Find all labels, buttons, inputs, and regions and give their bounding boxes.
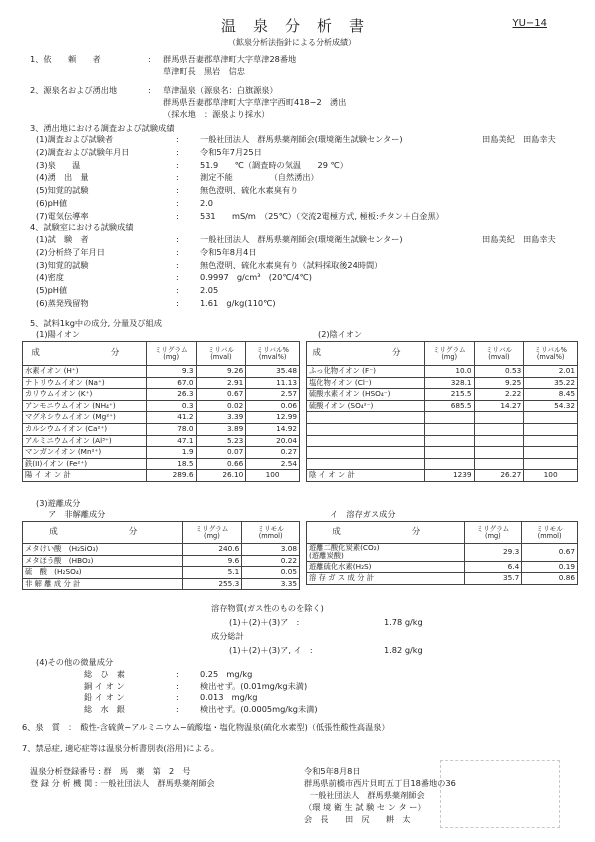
total-row <box>307 470 578 482</box>
source-address: 群馬県吾妻郡草津町大字草津字西町418−2 湧出 <box>163 97 347 107</box>
dissolved-gas-table <box>306 521 578 585</box>
component-name: 鉄(II)イオン (Fe²⁺) <box>23 458 147 470</box>
empty-cell <box>424 458 474 470</box>
dissolved-matter-label: 溶存物質(ガス性のものを除く) <box>211 603 324 613</box>
colon: : <box>148 54 151 64</box>
table-row <box>23 567 300 579</box>
gas-name: 遊離硫化水素(H₂S) <box>309 561 372 571</box>
colon: : <box>176 146 179 157</box>
item-label: (5)pH値 <box>36 285 68 296</box>
mval-value: 3.89 <box>196 423 246 435</box>
mval-pct-value: 11.13 <box>246 377 300 389</box>
trace-name: 銅 イ オ ン <box>84 680 125 691</box>
issuer-organization: 一般社団法人 群馬県薬剤師会 <box>310 790 425 800</box>
issuer-head: 会 長 田 尻 耕 太 <box>304 814 411 824</box>
mg-value: 47.1 <box>146 435 196 447</box>
item-label: (7)電気伝導率 <box>36 210 89 221</box>
dissolved-matter-value: 1.78 g/kg <box>384 617 423 627</box>
component-name: 硫 酸 (H₂SO₄) <box>23 567 183 579</box>
item-label: (4)密度 <box>36 272 64 283</box>
table-row <box>23 400 300 412</box>
item-label: (4)湧 出 量 <box>36 172 89 183</box>
total-mg: 35.7 <box>464 573 522 585</box>
mval-value: 5.23 <box>196 435 246 447</box>
item-value: 令和5年8月4日 <box>200 246 257 257</box>
mval-pct-value: 8.45 <box>524 389 578 401</box>
tester-names: 田島美紀 田島幸夫 <box>482 134 556 144</box>
registered-lab: 登 録 分 析 機 関 : 一般社団法人 群馬県薬剤師会 <box>30 778 215 788</box>
lab-test-heading: 4、試験室における試験成績 <box>30 222 134 232</box>
item-label: (6)蒸発残留物 <box>36 298 89 308</box>
colon: : <box>176 669 179 679</box>
empty-cell <box>474 412 524 424</box>
mg-value: 685.5 <box>424 400 474 412</box>
empty-cell <box>524 423 578 435</box>
component-name: アルミニウムイオン (Al³⁺) <box>23 435 147 447</box>
trace-value: 検出せず。(0.01mg/kg未満) <box>200 680 308 691</box>
cation-table <box>22 341 300 482</box>
mval-value: 2.91 <box>196 377 246 389</box>
col-mval: ミリバル (mval) <box>474 342 524 366</box>
mval-pct-value: 20.04 <box>246 435 300 447</box>
colon: : <box>148 85 151 95</box>
mg-value: 1.9 <box>146 447 196 459</box>
mg-value: 5.1 <box>182 567 242 579</box>
mval-pct-value: 14.92 <box>246 423 300 435</box>
total-mg: 1239 <box>424 470 474 482</box>
total-pct: 100 <box>524 470 578 482</box>
empty-row <box>307 412 578 424</box>
mval-value: 0.07 <box>196 447 246 459</box>
col-component: 成 分 <box>23 522 183 544</box>
item-value: 2.0 <box>200 198 214 208</box>
total-components-formula: (1)＋(2)＋(3)ア, イ : <box>229 645 313 655</box>
mg-value: 18.5 <box>146 458 196 470</box>
colon: : <box>176 198 179 208</box>
col-mmol: ミリモル (mmol) <box>242 522 300 544</box>
total-label: 陽 イ オ ン 計 <box>23 470 147 482</box>
item-value: 無色澄明、硫化水素臭有り（試料採取後24時間） <box>200 259 383 270</box>
empty-cell <box>424 412 474 424</box>
component-name: ふっ化物イオン (F⁻) <box>307 366 425 378</box>
table-row <box>307 400 578 412</box>
item-value: 531 mS/m （25℃）（交流2電極方式, 極板:チタン＋白金黒） <box>200 210 444 221</box>
component-name: ナトリウムイオン (Na⁺) <box>23 377 147 389</box>
col-mmol: ミリモル (mmol) <box>522 522 578 544</box>
mg-value: 67.0 <box>146 377 196 389</box>
item-value: 1.61 g/kg(110℃) <box>200 298 276 308</box>
component-name: カリウムイオン (K⁺) <box>23 389 147 401</box>
mg-value: 9.3 <box>146 366 196 378</box>
item-value: 0.9997 g/cm³ (20℃/4℃) <box>200 272 312 283</box>
table-row <box>23 389 300 401</box>
tester-names: 田島美紀 田島幸夫 <box>482 234 556 244</box>
total-mg: 289.6 <box>146 470 196 482</box>
mmol-value: 0.22 <box>242 555 300 567</box>
item-value: 2.05 <box>200 285 219 296</box>
issuer-center: （環 境 衛 生 試 験 セ ン タ ー） <box>304 802 426 812</box>
empty-cell <box>474 458 524 470</box>
mmol-value: 0.67 <box>522 544 578 562</box>
mval-value: 9.26 <box>196 366 246 378</box>
item-label: (1)試 験 者 <box>36 234 89 244</box>
mg-value: 6.4 <box>464 561 522 573</box>
document-number: YU−14 <box>512 18 547 29</box>
colon: : <box>176 259 179 270</box>
mg-value: 215.5 <box>424 389 474 401</box>
mval-value: 2.22 <box>474 389 524 401</box>
mval-pct-value: 35.22 <box>524 377 578 389</box>
item-value: 令和5年7月25日 <box>200 146 262 157</box>
spring-quality: 6、泉 質 ： 酸性-含硫黄−アルミニウム−硫酸塩・塩化物温泉(硫化水素型)（低張性酸性高温泉） <box>22 722 390 732</box>
mg-value: 9.6 <box>182 555 242 567</box>
requester-label: 1、依 頼 者 <box>30 54 101 64</box>
item-label: (5)知覚的試験 <box>36 185 89 196</box>
item-label: (1)調査および試験者 <box>36 134 114 144</box>
col-component: 成 分 <box>307 522 465 544</box>
trace-name: 総 水 銀 <box>84 703 125 714</box>
total-row <box>307 573 578 585</box>
empty-cell <box>307 447 425 459</box>
colon: : <box>176 234 179 244</box>
empty-cell <box>307 423 425 435</box>
empty-cell <box>524 435 578 447</box>
empty-row <box>307 423 578 435</box>
empty-cell <box>424 447 474 459</box>
item-label: (3)泉 温 <box>36 159 81 170</box>
total-label: 陰 イ オ ン 計 <box>307 470 425 482</box>
mval-value: 0.53 <box>474 366 524 378</box>
mval-pct-value: 12.99 <box>246 412 300 424</box>
mg-value: 0.3 <box>146 400 196 412</box>
table-row <box>307 366 578 378</box>
total-mval: 26.27 <box>474 470 524 482</box>
colon: : <box>176 285 179 296</box>
component-name: 水素イオン (H⁺) <box>23 366 147 378</box>
total-mmol: 0.86 <box>522 573 578 585</box>
anion-heading: (2)陰イオン <box>318 329 363 339</box>
item-label: (6)pH値 <box>36 198 68 208</box>
total-mmol: 3.35 <box>242 578 300 590</box>
colon: : <box>176 134 179 144</box>
total-label: 非 解 離 成 分 計 <box>23 578 183 590</box>
requester-address: 群馬県吾妻郡草津町大字草津28番地 <box>163 54 297 64</box>
item-value: 一般社団法人 群馬県薬剤師会(環境衛生試験センター) <box>200 134 403 144</box>
empty-row <box>307 458 578 470</box>
source-label: 2、源泉名および湧出地 <box>30 85 118 95</box>
issuer-address: 群馬県前橋市西片貝町五丁目18番地の36 <box>304 778 456 788</box>
col-mg: ミリグラム (mg) <box>146 342 196 366</box>
registration-number: 温泉分析登録番号 : 群 馬 薬 第 2 号 <box>30 766 191 776</box>
nondissociated-table <box>22 521 300 590</box>
anion-table <box>306 341 578 482</box>
trace-value: 検出せず。(0.0005mg/kg未満) <box>200 703 318 714</box>
total-row <box>23 470 300 482</box>
col-mg: ミリグラム (mg) <box>464 522 522 544</box>
total-label: 溶 存 ガ ス 成 分 計 <box>307 573 465 585</box>
trace-name: 鉛 イ オ ン <box>84 692 125 702</box>
dissolved-matter-formula: (1)＋(2)＋(3)ア : <box>229 617 300 627</box>
colon: : <box>176 210 179 221</box>
total-row <box>23 578 300 590</box>
table-row <box>307 389 578 401</box>
gas-alias: (遊離炭酸) <box>309 551 344 561</box>
sampling-place: （採水地 ：源泉より採水） <box>163 109 270 119</box>
empty-cell <box>524 458 578 470</box>
empty-cell <box>524 447 578 459</box>
mval-value: 3.39 <box>196 412 246 424</box>
dissolved-gas-heading: イ 溶存ガス成分 <box>330 509 396 519</box>
total-mval: 26.10 <box>196 470 246 482</box>
mmol-value: 0.05 <box>242 567 300 579</box>
page-subtitle: （鉱泉分析法指針による分析成績） <box>228 38 356 47</box>
table-row <box>307 544 578 562</box>
empty-row <box>307 447 578 459</box>
mval-pct-value: 2.01 <box>524 366 578 378</box>
component-name: 硫酸水素イオン (HSO₄⁻) <box>307 389 425 401</box>
table-row <box>23 555 300 567</box>
table-row <box>23 544 300 556</box>
colon: : <box>176 680 179 691</box>
component-name <box>307 544 465 562</box>
table-row <box>23 412 300 424</box>
composition-heading: 5、試料1kg中の成分, 分量及び組成 <box>30 318 162 328</box>
mg-value: 41.2 <box>146 412 196 424</box>
col-component: 成 分 <box>307 342 425 366</box>
component-name: マグネシウムイオン (Mg²⁺) <box>23 412 147 424</box>
colon: : <box>176 272 179 283</box>
colon: : <box>176 185 179 196</box>
mg-value: 240.6 <box>182 544 242 556</box>
component-name: マンガンイオン (Mn²⁺) <box>23 447 147 459</box>
mval-pct-value: 2.54 <box>246 458 300 470</box>
table-row <box>23 458 300 470</box>
indications-note: 7、禁忌症, 適応症等は温泉分析書別表(浴用)による。 <box>22 743 219 753</box>
free-component-heading: (3)遊離成分 <box>36 498 81 508</box>
empty-cell <box>474 435 524 447</box>
page-title: 温泉分析書 <box>221 17 382 35</box>
item-label: (2)調査および試験年月日 <box>36 146 130 157</box>
mval-value: 0.66 <box>196 458 246 470</box>
issue-date: 令和5年8月8日 <box>304 766 361 776</box>
colon: : <box>176 246 179 257</box>
table-row <box>307 377 578 389</box>
mval-value: 0.02 <box>196 400 246 412</box>
total-mg: 255.3 <box>182 578 242 590</box>
empty-cell <box>474 447 524 459</box>
mmol-value: 3.08 <box>242 544 300 556</box>
mval-value: 9.25 <box>474 377 524 389</box>
empty-row <box>307 435 578 447</box>
mg-value: 78.0 <box>146 423 196 435</box>
colon: : <box>176 692 179 702</box>
trace-value: 0.013 mg/kg <box>200 692 258 702</box>
trace-value: 0.25 mg/kg <box>200 669 253 679</box>
mg-value: 26.3 <box>146 389 196 401</box>
component-name: カルシウムイオン (Ca²⁺) <box>23 423 147 435</box>
colon: : <box>176 703 179 714</box>
item-value: 一般社団法人 群馬県薬剤師会(環境衛生試験センター) <box>200 234 403 244</box>
mmol-value: 0.19 <box>522 561 578 573</box>
empty-cell <box>307 412 425 424</box>
empty-cell <box>424 435 474 447</box>
col-mval-pct: ミリバル% (mval%) <box>524 342 578 366</box>
mval-value: 14.27 <box>474 400 524 412</box>
component-name: メタけい酸 (H₂SiO₃) <box>23 544 183 556</box>
mg-value: 10.0 <box>424 366 474 378</box>
col-mval: ミリバル (mval) <box>196 342 246 366</box>
empty-cell <box>307 435 425 447</box>
item-label: (3)知覚的試験 <box>36 259 89 270</box>
empty-cell <box>307 458 425 470</box>
component-name: 塩化物イオン (Cl⁻) <box>307 377 425 389</box>
mval-pct-value: 0.06 <box>246 400 300 412</box>
col-component: 成 分 <box>23 342 147 366</box>
empty-cell <box>474 423 524 435</box>
table-row <box>23 447 300 459</box>
mval-pct-value: 0.27 <box>246 447 300 459</box>
total-pct: 100 <box>246 470 300 482</box>
item-value: 無色澄明、硫化水素臭有り <box>200 185 299 196</box>
mg-value: 29.3 <box>464 544 522 562</box>
requester-name: 草津町長 黒岩 信忠 <box>163 66 245 76</box>
table-row <box>23 377 300 389</box>
trace-name: 総 ひ 素 <box>84 669 125 679</box>
total-components-value: 1.82 g/kg <box>384 645 423 655</box>
item-label: (2)分析終了年月日 <box>36 246 105 257</box>
component-name: メタほう酸 (HBO₂) <box>23 555 183 567</box>
gas-name: 遊離二酸化炭素(CO₂) <box>309 543 380 552</box>
table-row <box>23 366 300 378</box>
total-components-label: 成分総計 <box>211 631 244 641</box>
trace-heading: (4)その他の微量成分 <box>36 657 114 667</box>
component-name: アンモニウムイオン (NH₄⁺) <box>23 400 147 412</box>
source-name: 草津温泉（源泉名：白旗源泉） <box>163 85 278 95</box>
col-mg: ミリグラム (mg) <box>424 342 474 366</box>
mval-pct-value: 2.57 <box>246 389 300 401</box>
colon: : <box>176 159 179 170</box>
table-row <box>307 561 578 573</box>
colon: : <box>176 298 179 308</box>
empty-cell <box>424 423 474 435</box>
official-seal <box>440 760 560 828</box>
col-mg: ミリグラム (mg) <box>182 522 242 544</box>
item-value: 51.9 ℃（調査時の気温 29 ℃） <box>200 159 348 170</box>
col-mval-pct: ミリバル% (mval%) <box>246 342 300 366</box>
table-row <box>23 423 300 435</box>
nondissociated-heading: ア 非解離成分 <box>48 509 106 519</box>
cation-heading: (1)陽イオン <box>36 329 81 339</box>
mval-pct-value: 54.32 <box>524 400 578 412</box>
colon: : <box>176 172 179 183</box>
mval-pct-value: 35.48 <box>246 366 300 378</box>
mg-value: 328.1 <box>424 377 474 389</box>
item-value: 測定不能 （自然湧出） <box>200 172 319 183</box>
mval-value: 0.67 <box>196 389 246 401</box>
empty-cell <box>524 412 578 424</box>
field-test-heading: 3、湧出地における調査および試験成績 <box>30 123 175 133</box>
component-name <box>307 561 465 573</box>
component-name: 硫酸イオン (SO₄²⁻) <box>307 400 425 412</box>
table-row <box>23 435 300 447</box>
